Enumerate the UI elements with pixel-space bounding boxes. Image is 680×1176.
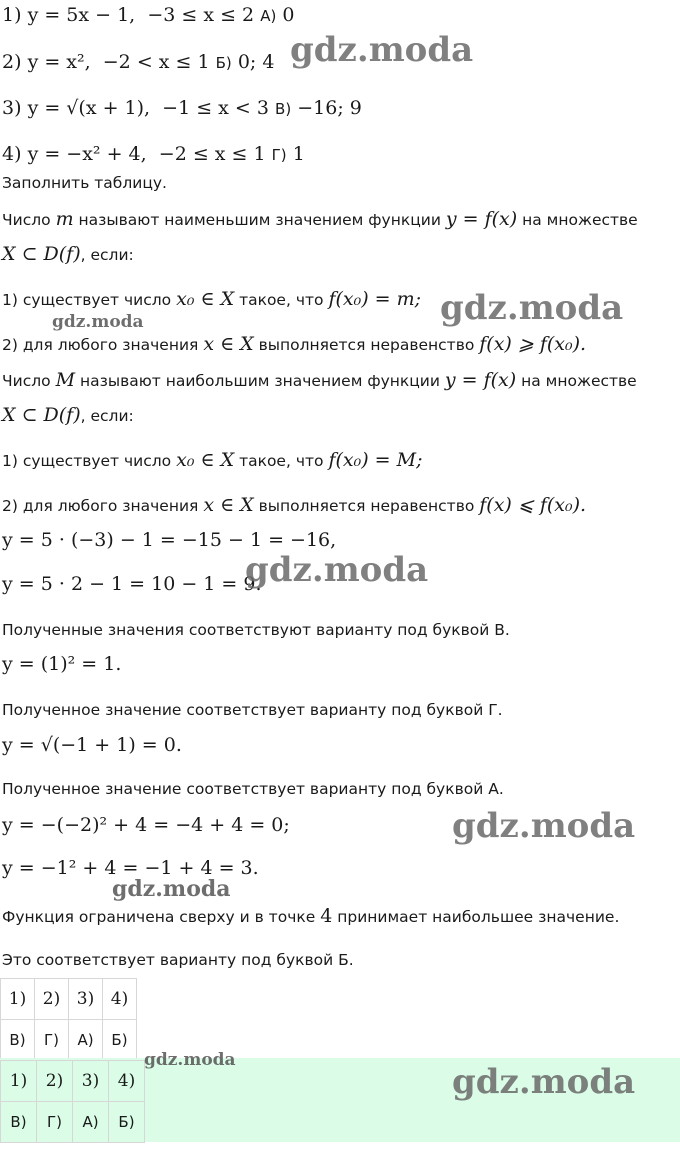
table-cell: 2) — [35, 979, 69, 1020]
table-cell: Б) — [109, 1102, 145, 1143]
watermark: gdz.moda — [144, 1050, 236, 1070]
table-cell: Г) — [37, 1102, 73, 1143]
answer-table-1 — [0, 978, 137, 1061]
calc-1: y = 5 · (−3) − 1 = −15 − 1 = −16, — [2, 529, 337, 551]
table-row — [1, 979, 137, 1020]
table-cell: Г) — [35, 1020, 69, 1061]
def-max-set: X ⊂ D(f), если: — [2, 404, 134, 426]
calc-2: y = 5 · 2 − 1 = 10 − 1 = 9. — [2, 573, 262, 595]
bounded-text: Функция ограничена сверху и в точке 4 принимает наибольшее значение. — [2, 905, 620, 927]
max-cond-1: 1) существует число x₀ ∈ X такое, что f(x₀) = M; — [2, 449, 423, 471]
calc-4: y = √(−1 + 1) = 0. — [2, 734, 182, 756]
watermark: gdz.moda — [112, 876, 231, 902]
table-cell: 1) — [1, 1061, 37, 1102]
table-cell: 3) — [69, 979, 103, 1020]
result-a: Полученное значение соответствует варианту под буквой А. — [2, 780, 504, 798]
item-3: 3) y = √(x + 1), −1 ≤ x < 3 В) −16; 9 — [2, 97, 362, 119]
table-cell: В) — [1, 1102, 37, 1143]
watermark: gdz.moda — [290, 30, 474, 70]
min-cond-1: 1) существует число x₀ ∈ X такое, что f(x₀) = m; — [2, 288, 422, 310]
answer-table-2 — [0, 1060, 145, 1143]
watermark: gdz.moda — [452, 806, 636, 846]
calc-3: y = (1)² = 1. — [2, 653, 122, 675]
table-cell: В) — [1, 1020, 35, 1061]
table-row — [1, 1020, 137, 1061]
table-row — [1, 1102, 145, 1143]
result-b: Это соответствует варианту под буквой Б. — [2, 951, 354, 969]
table-cell: 4) — [109, 1061, 145, 1102]
result-v: Полученные значения соответствуют варианту под буквой В. — [2, 621, 510, 639]
table-cell: Б) — [103, 1020, 137, 1061]
item-4: 4) y = −x² + 4, −2 ≤ x ≤ 1 Г) 1 — [2, 143, 305, 165]
def-min-set: X ⊂ D(f), если: — [2, 243, 134, 265]
task-text: Заполнить таблицу. — [2, 174, 167, 192]
table-cell: 1) — [1, 979, 35, 1020]
calc-5: y = −(−2)² + 4 = −4 + 4 = 0; — [2, 814, 290, 836]
table-cell: 3) — [73, 1061, 109, 1102]
max-cond-2: 2) для любого значения x ∈ X выполняется неравенство f(x) ⩽ f(x₀). — [2, 494, 587, 516]
result-g: Полученное значение соответствует варианту под буквой Г. — [2, 701, 503, 719]
watermark: gdz.moda — [452, 1062, 636, 1102]
item-1: 1) y = 5x − 1, −3 ≤ x ≤ 2 А) 0 — [2, 4, 295, 26]
watermark: gdz.moda — [245, 550, 429, 590]
item-2: 2) y = x², −2 < x ≤ 1 Б) 0; 4 — [2, 51, 275, 73]
def-max-line: Число M называют наибольшим значением функции y = f(x) на множестве — [2, 369, 637, 391]
watermark: gdz.moda — [52, 312, 144, 332]
table-cell: А) — [73, 1102, 109, 1143]
table-row — [1, 1061, 145, 1102]
table-cell: А) — [69, 1020, 103, 1061]
def-min-line: Число m называют наименьшим значением функции y = f(x) на множестве — [2, 208, 638, 230]
table-cell: 4) — [103, 979, 137, 1020]
min-cond-2: 2) для любого значения x ∈ X выполняется неравенство f(x) ⩾ f(x₀). — [2, 333, 587, 355]
watermark: gdz.moda — [440, 288, 624, 328]
calc-6: y = −1² + 4 = −1 + 4 = 3. — [2, 857, 259, 879]
table-cell: 2) — [37, 1061, 73, 1102]
